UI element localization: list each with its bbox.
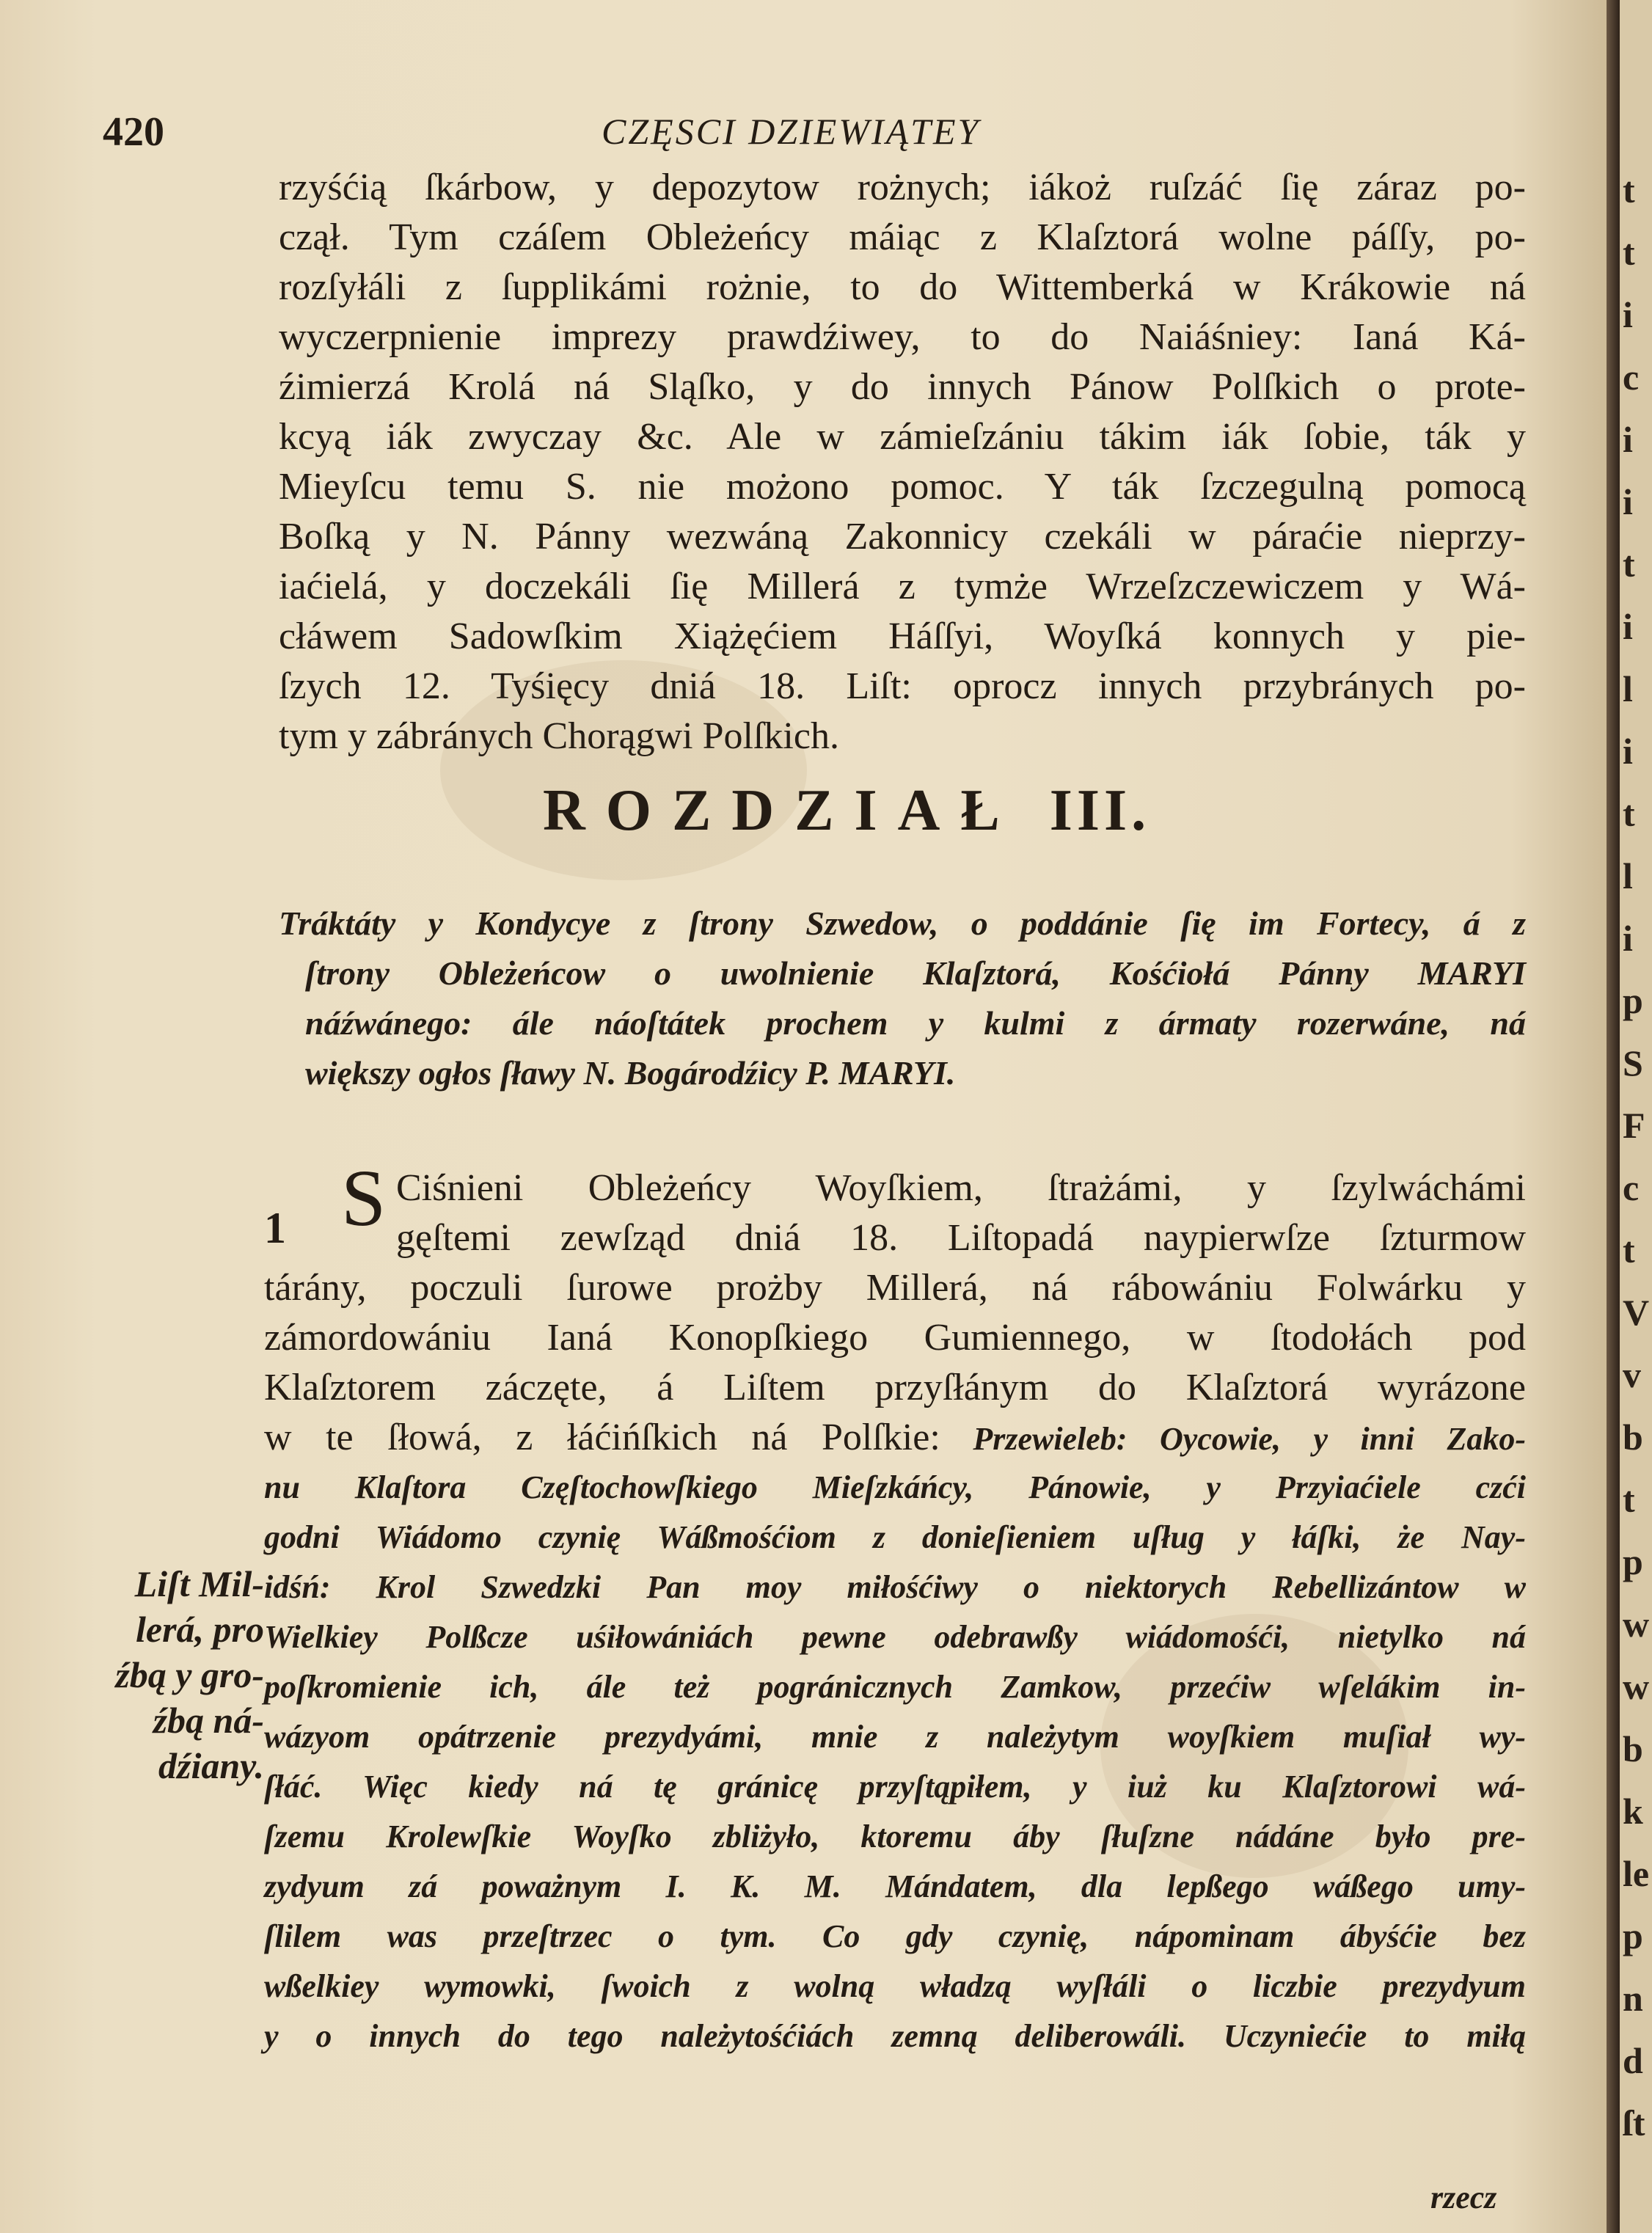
text-line: źimierzá Krolá ná Sląſko, y do innych Pánow Polſkich o prote- <box>279 366 1526 408</box>
text-line: Boſką y N. Pánny wezwáną Zakonnicy czekáli w páraćie nieprzy- <box>279 516 1526 558</box>
text-line: Mieyſcu temu S. nie możono pomoc. Y ták ſzczegulną pomocą <box>279 466 1526 508</box>
text-line <box>264 1363 1526 1413</box>
text-line: wyczerpnienie imprezy prawdźiwey, to do Naiáśniey: Ianá Ká- <box>279 316 1526 358</box>
facing-page-letter: l <box>1623 668 1633 709</box>
facing-page-letter: p <box>1623 1541 1643 1582</box>
text-line-content: zámordowániu Ianá Konopſkiego Gumiennego, w ſtodołách pod <box>264 1317 1526 1359</box>
facing-page-letter: i <box>1623 606 1633 647</box>
margin-note-line: lerá, pro <box>136 1609 264 1650</box>
facing-page-edge <box>1620 0 1652 2233</box>
summary-line: większy ogłos ſławy N. Bogárodźicy P. MARYI. <box>305 1054 956 1092</box>
facing-page-letter: k <box>1623 1791 1643 1832</box>
drop-capital: S <box>341 1153 387 1243</box>
catchword: rzecz <box>1430 2179 1497 2215</box>
facing-page-letter: F <box>1623 1105 1645 1146</box>
facing-page-letter: l <box>1623 855 1633 896</box>
facing-page-letter: c <box>1623 1167 1640 1208</box>
facing-page-letter: n <box>1623 1978 1643 2019</box>
facing-page-letter: v <box>1623 1354 1641 1395</box>
text-line: tym y zábránych Chorągwi Polſkich. <box>279 715 839 757</box>
facing-page-letter: w <box>1623 1666 1650 1707</box>
letter-line: y o innych do tego należytośćiách zemną deliberowáli. Uczyniećie to miłą <box>264 2018 1526 2054</box>
facing-page-letter: p <box>1623 1915 1643 1956</box>
facing-page-letter: i <box>1623 731 1633 772</box>
facing-page-letter: i <box>1623 481 1633 522</box>
text-line <box>264 1313 1526 1363</box>
page-header <box>0 103 1607 161</box>
summary-line: Tráktáty y Kondycye z ſtrony Szwedow, o poddánie ſię im Fortecy, á z <box>279 904 1526 942</box>
letter-line: wßelkiey wymowki, ſwoich z wolną władzą wyſłáli o liczbie prezydyum <box>264 1968 1526 2004</box>
letter-line: wázyom opátrzenie prezydyámi, mnie z należytym woyſkiem muſiał wy- <box>264 1719 1526 1755</box>
facing-page-letter: V <box>1623 1292 1650 1333</box>
paragraph-number: 1 <box>264 1204 286 1252</box>
facing-page-letter: w <box>1623 1604 1650 1645</box>
summary-line: ſtrony Obleżeńcow o uwolnienie Klaſztorá, Kośćiołá Pánny MARYI <box>305 954 1526 992</box>
text-line-content: Klaſztorem záczęte, á Liſtem przyſłánym do Klaſztorá wyrázone <box>264 1367 1526 1408</box>
running-title: CZĘSCI DZIEWIĄTEY <box>602 111 981 152</box>
facing-page-letter: c <box>1623 357 1640 398</box>
facing-page-letter: i <box>1623 419 1633 460</box>
paragraph-first-lines <box>396 1163 1526 1263</box>
text-line <box>264 1413 1526 1463</box>
text-line: czął. Tym czáſem Obleżeńcy máiąc z Klaſztorá wolne páſſy, po- <box>279 216 1526 258</box>
chapter-heading <box>543 778 1150 844</box>
facing-page-letter: le <box>1623 1853 1650 1894</box>
facing-page-letter: t <box>1623 169 1635 211</box>
facing-page-letter: b <box>1623 1417 1643 1458</box>
facing-page-letter: S <box>1623 1042 1643 1083</box>
chapter-label: ROZDZIAŁ <box>543 778 1020 843</box>
chapter-summary <box>279 899 1526 1098</box>
facing-page-letter: t <box>1623 1229 1635 1271</box>
letter-line: poſkromienie ich, ále też pogránicznych Zamkow, przećiw wſelákim in- <box>264 1669 1526 1705</box>
margin-note-line: źbą ná- <box>153 1700 264 1741</box>
facing-page-letter: p <box>1623 980 1643 1021</box>
text-line: ſzych 12. Tyśięcy dniá 18. Liſt: oprocz innych przybránych po- <box>279 665 1526 707</box>
facing-page-letter: t <box>1623 544 1635 585</box>
top-paragraph <box>279 163 1526 761</box>
facing-page-letter: t <box>1623 232 1635 273</box>
facing-page-letter: b <box>1623 1728 1643 1769</box>
margin-note-line: dźiany. <box>158 1745 264 1786</box>
letter-line: ſzemu Krolewſkie Woyſko zbliżyło, ktoremu áby ſłuſzne nádáne było pre- <box>264 1819 1526 1854</box>
book-gutter <box>1607 0 1620 2233</box>
text-line: rzyśćią ſkárbow, y depozytow rożnych; iákoż ruſzáć ſię záraz po- <box>279 167 1526 208</box>
text-line: cłáwem Sadowſkim Xiążęćiem Háſſyi, Woyſká konnych y pie- <box>279 615 1526 657</box>
facing-page-letter: i <box>1623 918 1633 959</box>
text-line: gęſtemi zewſząd dniá 18. Liſtopadá naypierwſze ſzturmow <box>396 1217 1526 1259</box>
letter-line: ſlilem was przeſtrzec o tym. Co gdy czynię, nápominam ábyśćie bez <box>264 1918 1526 1954</box>
letter-line: godni Wiádomo czynię Wáßmośćiom z donieſieniem uſług y łáſki, że Nay- <box>264 1519 1526 1555</box>
summary-line: náźwánego: ále náoſtátek prochem y kulmi z ármaty rozerwáne, ná <box>305 1004 1526 1042</box>
paragraph-body <box>264 1263 1526 2061</box>
text-line: kcyą iák zwyczay &c. Ale w zámieſzániu tákim iák ſobie, ták y <box>279 416 1526 458</box>
facing-page-letter: i <box>1623 294 1633 335</box>
letter-line: nu Klaſtora Częſtochowſkiego Mieſzkáńcy, Pánowie, y Przyiaćiele czći <box>264 1469 1526 1505</box>
text-line: Ciśnieni Obleżeńcy Woyſkiem, ſtrażámi, y ſzylwáchámi <box>396 1167 1526 1209</box>
facing-page-letter: t <box>1623 1479 1635 1520</box>
letter-line: zydyum zá poważnym I. K. M. Mándatem, dla lepßego wáßego umy- <box>264 1868 1526 1904</box>
text-line-content: tárány, poczuli ſurowe prożby Millerá, ná rábowániu Folwárku y <box>264 1267 1526 1309</box>
margin-note-line: źbą y gro- <box>115 1654 264 1695</box>
page-number: 420 <box>103 109 164 155</box>
letter-inline-text: Przewieleb: Oycowie, y inni Zako- <box>940 1421 1527 1457</box>
letter-line: idśń: Krol Szwedzki Pan moy miłośćiwy o niektorych Rebellizántow w <box>264 1569 1526 1605</box>
margin-note-line: Liſt Mil- <box>134 1563 264 1604</box>
facing-page-letter: ſt <box>1623 2102 1645 2144</box>
text-line: rozſyłáli z ſupplikámi rożnie, to do Wittemberká w Krákowie ná <box>279 266 1526 308</box>
chapter-number: III. <box>1049 778 1151 843</box>
facing-page-letter: t <box>1623 793 1635 834</box>
letter-line: Wielkiey Polßcze uśiłowániách pewne odebrawßy wiádomośći, nietylko ná <box>264 1619 1526 1655</box>
margin-note <box>81 1561 264 1788</box>
text-line: iaćielá, y doczekáli ſię Millerá z tymże Wrzeſzczewiczem y Wá- <box>279 566 1526 607</box>
text-line-content: w te ſłowá, z łáćińſkich ná Polſkie: <box>264 1417 940 1458</box>
text-line <box>264 1263 1526 1313</box>
facing-page-letter: d <box>1623 2040 1643 2081</box>
letter-line: ſłáć. Więc kiedy ná tę gránicę przyſtąpiłem, y iuż ku Klaſztorowi wá- <box>264 1769 1526 1805</box>
